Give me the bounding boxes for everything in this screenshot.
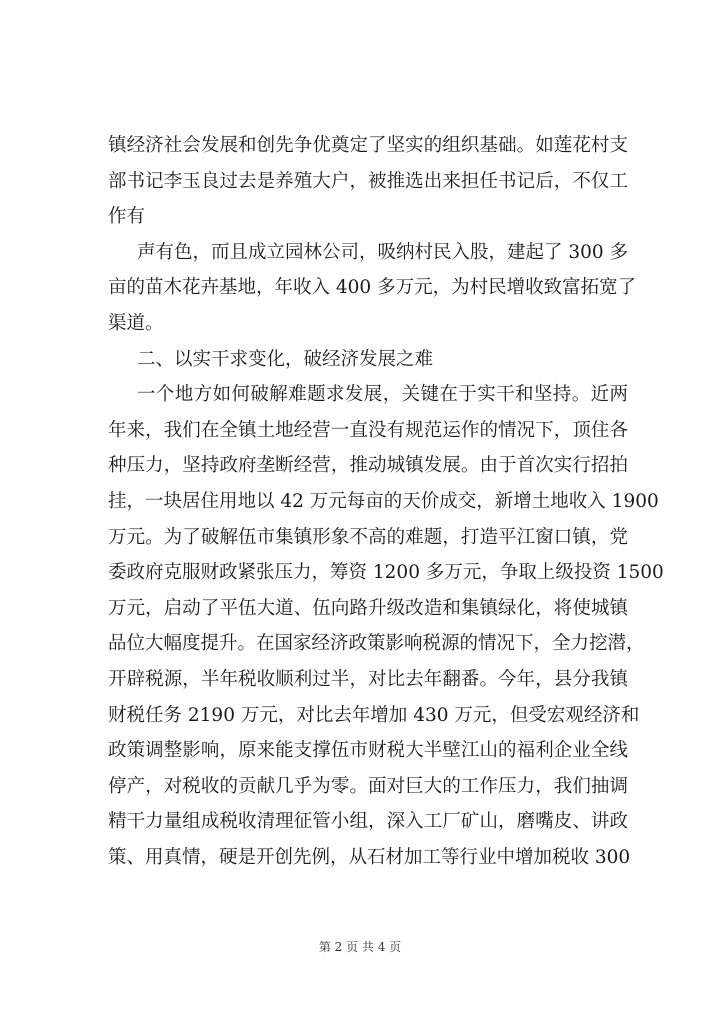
text-line: 部书记李玉良过去是养殖大户，被推选出来担任书记后，不仅工 — [108, 170, 628, 192]
text-line: 渠道。 — [108, 312, 164, 334]
section-heading: 二、以实干求变化，破经济发展之难 — [137, 348, 434, 370]
page-footer: 第 2 页 共 4 页 — [318, 940, 402, 954]
text-line: 开辟税源，半年税收顺利过半，对比去年翻番。今年，县分我镇 — [108, 668, 628, 690]
text-line: 亩的苗木花卉基地，年收入 400 多万元，为村民增收致富拓宽了 — [108, 277, 637, 299]
text-line: 万元。为了破解伍市集镇形象不高的难题，打造平江窗口镇，党 — [108, 526, 628, 548]
document-body — [108, 128, 664, 875]
text-line: 策、用真情，硬是开创先例，从石材加工等行业中增加税收 300 — [108, 846, 631, 868]
text-line: 财税任务 2190 万元，对比去年增加 430 万元，但受宏观经济和 — [108, 704, 640, 726]
text-line: 声有色，而且成立园林公司，吸纳村民入股，建起了 300 多 — [137, 241, 629, 263]
text-line: 精干力量组成税收清理征管小组，深入工厂矿山，磨嘴皮、讲政 — [108, 811, 628, 833]
text-line: 委政府克服财政紧张压力，筹资 1200 多万元，争取上级投资 1500 — [108, 562, 664, 584]
text-line: 挂，一块居住用地以 42 万元每亩的天价成交，新增土地收入 1900 — [108, 490, 659, 512]
text-line: 万元，启动了平伍大道、伍向路升级改造和集镇绿化，将使城镇 — [108, 597, 628, 619]
text-line: 停产，对税收的贡献几乎为零。面对巨大的工作压力，我们抽调 — [108, 775, 628, 797]
text-line: 年来，我们在全镇土地经营一直没有规范运作的情况下，顶住各 — [108, 419, 628, 441]
text-line: 作有 — [108, 206, 146, 228]
text-line: 品位大幅度提升。在国家经济政策影响税源的情况下，全力挖潜， — [108, 633, 645, 655]
text-line: 政策调整影响，原来能支撑伍市财税大半壁江山的福利企业全线 — [108, 740, 628, 762]
text-line: 种压力，坚持政府垄断经营，推动城镇发展。由于首次实行招拍 — [108, 455, 628, 477]
text-line: 镇经济社会发展和创先争优奠定了坚实的组织基础。如莲花村支 — [108, 135, 628, 156]
text-line: 一个地方如何破解难题求发展，关键在于实干和坚持。近两 — [137, 384, 628, 406]
